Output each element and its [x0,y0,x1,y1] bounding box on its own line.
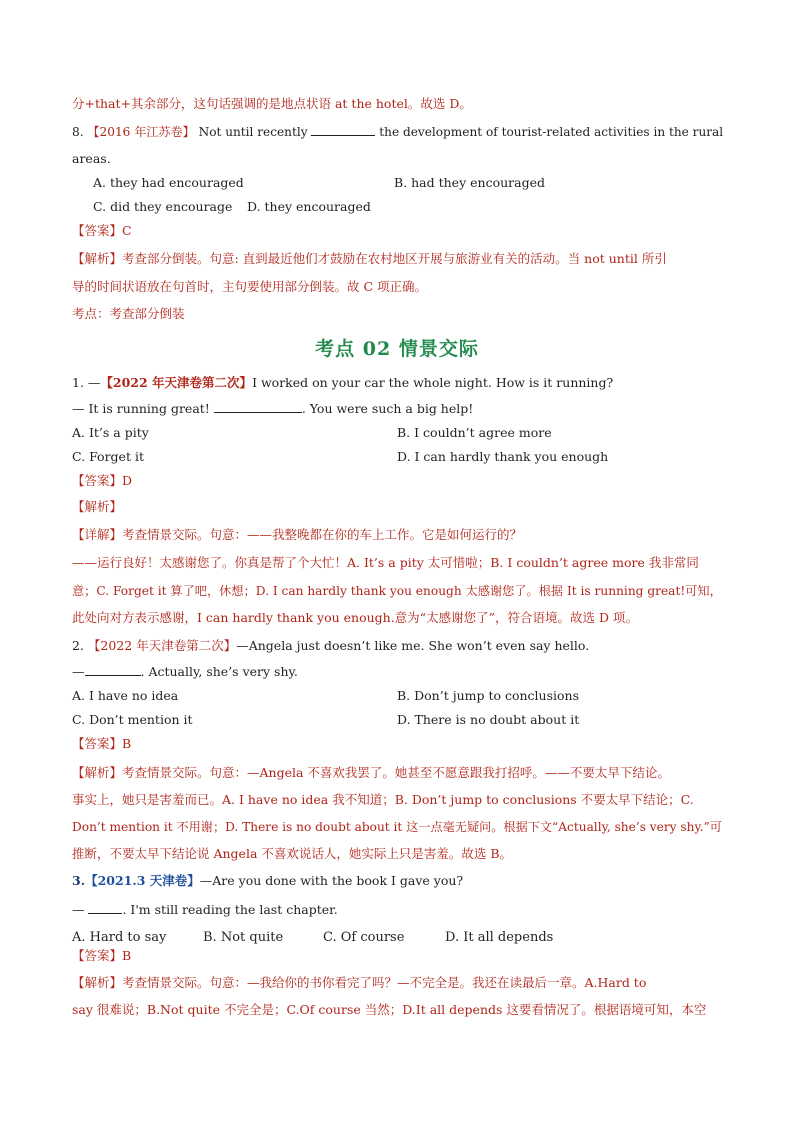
question-8-option-a: A. they had encouraged [93,175,244,190]
question-3-reply [72,901,338,919]
question-8-answer: 【答案】C [72,223,132,238]
question-2-option-a: A. I have no idea [72,688,179,703]
question-1-detail-line1: 【详解】考查情景交际。句意：——我整晚都在你的车上工作。它是如何运行的？ [72,527,523,542]
question-8-analysis-line1: 【解析】考查部分倒装。句意: 直到最近他们才鼓励在农村地区开展与旅游业有关的活动。当 not until 所引 [72,251,667,266]
question-1-answer: 【答案】D [72,473,133,488]
question-1-detail-line4: 此处向对方表示感谢，I can hardly thank you enough.意为“太感谢您了”，符合语境。故选 D 项。 [72,610,638,625]
question-1-stem [72,374,613,392]
answer-blank [85,663,141,676]
question-3-analysis-line2: say 很难说；B.Not quite 不完全是；C.Of course 当然；D.It all depends 这要看情况了。根据语境可知，本空 [72,1002,707,1017]
question-2-option-b: B. Don’t jump to conclusions [397,688,580,703]
question-3-option-b: B. Not quite [203,930,284,945]
question-2-answer: 【答案】B [72,736,132,751]
question-1-option-b: B. I couldn’t agree more [397,425,552,440]
section-title: 考点 02 情景交际 [315,338,479,360]
answer-blank [88,901,122,914]
answer-blank [214,400,302,413]
question-3-number: 3. [72,873,86,888]
question-8-stem-before: Not until recently [198,125,308,139]
question-3-stem-text: —Are you done with the book I gave you? [199,873,464,888]
question-8-analysis-line2: 导的时间状语放在句首时，主句要使用部分倒装。故 C 项正确。 [72,279,428,294]
question-8-number: 8. [72,125,84,139]
question-2-analysis-line2: 事实上，她只是害羞而已。A. I have no idea 我不知道；B. Don’t jump to conclusions 不要太早下结论；C. [72,792,694,807]
question-1-option-c: C. Forget it [72,449,144,464]
question-8-option-b: B. had they encouraged [394,175,545,190]
answer-blank [311,123,375,136]
question-2-reply [72,663,298,681]
question-8-kaodian: 考点：考查部分倒装 [72,306,185,321]
question-1-detail-line3: 意；C. Forget it 算了吧，休想；D. I can hardly thank you enough 太感谢您了。根据 It is running great!可知， [72,584,722,598]
question-1-reply [72,400,473,418]
question-3-option-d: D. It all depends [445,930,554,945]
question-1-reply-after: . You were such a big help! [301,401,474,416]
question-1-prefix: 1. — [72,375,101,390]
prev-explanation-tail: 分+that+其余部分，这句话强调的是地点状语 at the hotel。故选 D。 [72,96,472,111]
question-2-stem-text: —Angela just doesn’t like me. She won’t even say hello. [236,638,590,653]
question-2-analysis-line3: Don’t mention it 不用谢；D. There is no doubt about it 这一点毫无疑问。根据下文“Actually, she’s very shy.”可 [72,820,722,834]
question-1-option-d: D. I can hardly thank you enough [397,449,609,464]
question-2-analysis-line4: 推断，不要太早下结论说 Angela 不喜欢说话人，她实际上只是害羞。故选 B。 [72,846,513,861]
question-2-reply-after: . Actually, she’s very shy. [140,664,298,679]
question-3-reply-after: . I'm still reading the last chapter. [122,902,338,917]
question-1-detail-line2: ——运行良好！太感谢您了。你真是帮了个大忙！A. It’s a pity 太可惜啦；B. I couldn’t agree more 我非常同 [72,555,699,570]
question-3-source: 【2021.3 天津卷】 [85,873,200,888]
question-1-reply-before: — It is running great! [72,401,210,416]
question-3-option-c: C. Of course [323,930,405,945]
question-3-stem [72,872,463,890]
question-2-stem [72,637,589,655]
question-2-analysis-line1: 【解析】考查情景交际。句意：—Angela 不喜欢我罢了。她甚至不愿意跟我打招呼。——不要太早下结论。 [72,765,670,780]
question-2-option-c: C. Don’t mention it [72,712,193,727]
question-1-source: 【2022 年天津卷第二次】 [100,375,253,390]
question-8-stem-after: the development of tourist-related activities in the rural [379,125,724,139]
question-2-reply-prefix: — [72,664,85,679]
question-1-option-a: A. It’s a pity [72,425,149,440]
question-8-option-d: D. they encouraged [247,199,371,214]
question-2-option-d: D. There is no doubt about it [397,712,580,727]
question-8-source: 【2016 年江苏卷】 [87,125,195,139]
question-8-stem [72,123,723,141]
question-1-stem-text: I worked on your car the whole night. How is it running? [252,375,614,390]
question-8-option-c: C. did they encourage [93,199,233,214]
question-3-reply-prefix: — [72,902,85,917]
question-2-number: 2. [72,638,84,653]
question-3-option-a: A. Hard to say [72,930,167,945]
question-3-analysis-line1: 【解析】考查情景交际。句意：—我给你的书你看完了吗？—不完全是。我还在读最后一章。A.Hard to [72,975,647,990]
question-8-stem-cont: areas. [72,151,111,166]
question-1-jiexi: 【解析】 [72,499,123,514]
question-2-source: 【2022 年天津卷第二次】 [87,638,237,653]
question-3-answer: 【答案】B [72,948,132,963]
